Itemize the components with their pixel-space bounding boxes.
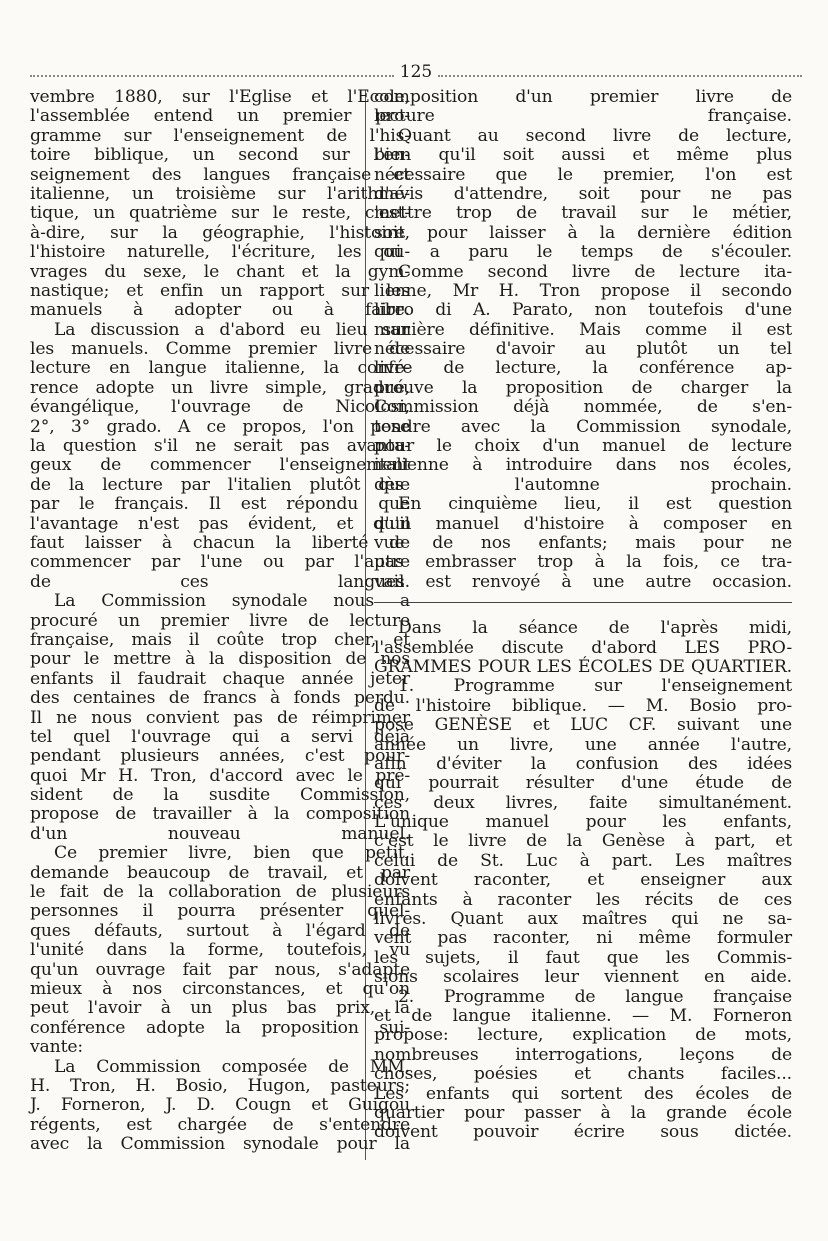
- text-line: le fait de la collaboration de plusieurs: [30, 882, 410, 903]
- text-line: sident de la susdite Commission,: [30, 785, 410, 806]
- text-line: bien qu'il soit aussi et même plus: [374, 145, 792, 166]
- text-line: nastique; et enfin un rapport sur les: [30, 280, 410, 301]
- text-line: peut l'avoir à un plus bas prix, la: [30, 998, 410, 1019]
- text-line: l'unité dans la forme, toutefois, vu: [30, 940, 410, 961]
- text-line: GRAMMES POUR LES ÉCOLES DE QUARTIER.: [374, 656, 792, 677]
- section-separator: [374, 602, 792, 603]
- text-line: afin d'éviter la confusion des idées: [374, 753, 792, 774]
- text-line: enfants à raconter les récits de ces: [374, 889, 792, 910]
- text-line: de ces langues.: [30, 571, 410, 592]
- text-line: la question s'il ne serait pas avanta-: [30, 436, 410, 457]
- text-line: nombreuses interrogations, leçons de: [374, 1044, 792, 1065]
- text-line: vante:: [30, 1037, 83, 1058]
- text-line: seignement des langues française et: [30, 164, 410, 185]
- text-line: manuels à adopter ou à faire.: [30, 300, 410, 321]
- text-line: En cinquième lieu, il est question: [398, 494, 792, 515]
- text-line: vent pas raconter, ni même formuler: [374, 928, 792, 949]
- text-line: les sujets, il faut que les Commis-: [374, 947, 792, 968]
- text-line: dès l'automne prochain.: [374, 474, 792, 495]
- text-line: Comme second livre de lecture ita-: [398, 261, 792, 282]
- text-line: ces deux livres, faite simultanément.: [374, 792, 792, 813]
- text-line: livres. Quant aux maîtres qui ne sa-: [374, 909, 792, 930]
- text-line: choses, poésies et chants faciles...: [374, 1064, 792, 1085]
- text-line: des centaines de francs à fonds perdu.: [30, 688, 410, 709]
- text-line: nécessaire d'avoir au plutôt un tel: [374, 339, 792, 360]
- text-line: lecture en langue italienne, la confé-: [30, 358, 410, 379]
- text-line: vail est renvoyé à une autre occasion.: [374, 571, 792, 592]
- text-line: française, mais il coûte trop cher, et: [30, 629, 410, 650]
- text-line: l'histoire naturelle, l'écriture, les ou-: [30, 242, 410, 263]
- text-line: l'assemblée entend un premier pro-: [30, 106, 410, 127]
- text-line: propose: lecture, explication de mots,: [374, 1025, 792, 1046]
- text-line: pour le mettre à la disposition de nos: [30, 649, 410, 670]
- text-line: tendre avec la Commission synodale,: [374, 416, 792, 437]
- text-line: enfants il faudrait chaque année jeter: [30, 668, 410, 689]
- text-line: les manuels. Comme premier livre de: [30, 339, 410, 360]
- text-line: de la lecture par l'italien plutôt que: [30, 474, 410, 495]
- text-line: année un livre, une année l'autre,: [374, 734, 792, 755]
- text-line: pose GENÈSE et LUC CF. suivant une: [374, 715, 792, 736]
- text-line: soit pour laisser à la dernière édition: [374, 222, 792, 243]
- text-line: à-dire, sur la géographie, l'histoire,: [30, 222, 410, 243]
- text-line: livre de lecture, la conférence ap-: [374, 358, 792, 379]
- text-line: qu'un ouvrage fait par nous, s'adapte: [30, 959, 410, 980]
- text-line: faut laisser à chacun la liberté de: [30, 532, 410, 553]
- text-line: lecture française.: [374, 106, 792, 127]
- text-line: d'un nouveau manuel.: [30, 823, 410, 844]
- text-line: italienne, un troisième sur l'arithmé-: [30, 183, 410, 204]
- text-line: l'assemblée discute d'abord LES PRO-: [374, 637, 792, 658]
- text-line: Dans la séance de l'après midi,: [398, 618, 792, 639]
- text-line: nécessaire que le premier, l'on est: [374, 164, 792, 185]
- text-line: Ce premier livre, bien que petit,: [54, 843, 410, 864]
- text-line: toire biblique, un second sur l'en-: [30, 145, 410, 166]
- text-line: ques défauts, surtout à l'égard de: [30, 920, 410, 941]
- header-dotted-rule: [30, 75, 394, 77]
- text-line: composition d'un premier livre de: [374, 87, 792, 107]
- text-line: qui a paru le temps de s'écouler.: [374, 242, 792, 263]
- text-line: qui pourrait résulter d'une étude de: [374, 773, 792, 794]
- text-line: pas embrasser trop à la fois, ce tra-: [374, 552, 792, 573]
- text-line: personnes il pourra présenter quel-: [30, 901, 410, 922]
- text-line: d'avis d'attendre, soit pour ne pas: [374, 183, 792, 204]
- text-line: conférence adopte la proposition sui-: [30, 1017, 410, 1038]
- text-line: tel quel l'ouvrage qui a servi déjà: [30, 726, 410, 747]
- text-line: mettre trop de travail sur le métier,: [374, 203, 792, 224]
- text-line: La Commission composée de MM.: [54, 1056, 410, 1077]
- text-line: Quant au second livre de lecture,: [398, 125, 792, 146]
- text-line: régents, est chargée de s'entendre: [30, 1114, 410, 1135]
- text-line: par le français. Il est répondu que: [30, 494, 410, 515]
- text-line: 1. Programme sur l'enseignement: [398, 676, 792, 697]
- text-line: italienne à introduire dans nos écoles,: [374, 455, 792, 476]
- text-line: tique, un quatrième sur le reste, c'est-: [30, 203, 410, 224]
- text-line: pendant plusieurs années, c'est pour-: [30, 746, 410, 767]
- page-header: [30, 60, 802, 84]
- text-line: d'un manuel d'histoire à composer en: [374, 513, 792, 534]
- text-line: La discussion a d'abord eu lieu sur: [54, 319, 410, 340]
- text-line: geux de commencer l'enseignement: [30, 455, 410, 476]
- text-line: lienne, Mr H. Tron propose il secondo: [374, 280, 792, 301]
- text-line: Il ne nous convient pas de réimprimer: [30, 707, 410, 728]
- page-number: 125: [399, 62, 433, 82]
- text-line: évangélique, l'ouvrage de Nicolosi,: [30, 397, 410, 418]
- text-line: Les enfants qui sortent des écoles de: [374, 1083, 792, 1104]
- text-line: quoi Mr H. Tron, d'accord avec le pré-: [30, 765, 410, 786]
- text-line: doivent raconter, et enseigner aux: [374, 870, 792, 891]
- text-line: quartier pour passer à la grande école: [374, 1102, 792, 1123]
- text-line: demande beaucoup de travail, et par: [30, 862, 410, 883]
- text-line: vue de nos enfants; mais pour ne: [374, 532, 792, 553]
- text-line: pour le choix d'un manuel de lecture: [374, 436, 792, 457]
- text-line: mieux à nos circonstances, et qu'on: [30, 978, 410, 999]
- text-line: avec la Commission synodale pour la: [30, 1134, 410, 1155]
- left-column: [30, 88, 410, 1154]
- text-line: J. Forneron, J. D. Cougn et Guigou: [30, 1095, 410, 1116]
- text-line: H. Tron, H. Bosio, Hugon, pasteurs;: [30, 1075, 410, 1096]
- text-line: La Commission synodale nous a: [54, 591, 410, 612]
- text-line: 2. Programme de langue française: [398, 986, 792, 1007]
- text-line: gramme sur l'enseignement de l'his-: [30, 125, 410, 146]
- text-line: doivent pouvoir écrire sous dictée.: [374, 1122, 792, 1143]
- text-line: l'avantage n'est pas évident, et qu'il: [30, 513, 410, 534]
- text-line: vembre 1880, sur l'Eglise et l'Ecole,: [30, 87, 410, 107]
- text-line: commencer par l'une ou par l'autre: [30, 552, 410, 573]
- text-line: rence adopte un livre simple, gradué,: [30, 377, 410, 398]
- text-line: Commission déjà nommée, de s'en-: [374, 397, 792, 418]
- text-line: libro di A. Parato, non toutefois d'une: [374, 300, 792, 321]
- text-line: manière définitive. Mais comme il est: [374, 319, 792, 340]
- text-line: c'est le livre de la Genèse à part, et: [374, 831, 792, 852]
- text-line: celui de St. Luc à part. Les maîtres: [374, 850, 792, 871]
- header-dotted-rule: [438, 75, 802, 77]
- text-line: de l'histoire biblique. — M. Bosio pro-: [374, 695, 792, 716]
- text-line: prouve la proposition de charger la: [374, 377, 792, 398]
- text-line: 2°, 3° grado. A ce propos, l'on pose: [30, 416, 410, 437]
- text-line: et de langue italienne. — M. Forneron: [374, 1005, 792, 1026]
- text-line: procuré un premier livre de lecture: [30, 610, 410, 631]
- text-line: propose de travailler à la composition: [30, 804, 410, 825]
- text-line: L'unique manuel pour les enfants,: [374, 812, 792, 833]
- text-line: vrages du sexe, le chant et la gym-: [30, 261, 410, 282]
- text-line: sions scolaires leur viennent en aide.: [374, 967, 792, 988]
- right-column: [374, 88, 792, 1143]
- right-column-bottom: [374, 619, 792, 1143]
- right-column-top: [374, 88, 792, 592]
